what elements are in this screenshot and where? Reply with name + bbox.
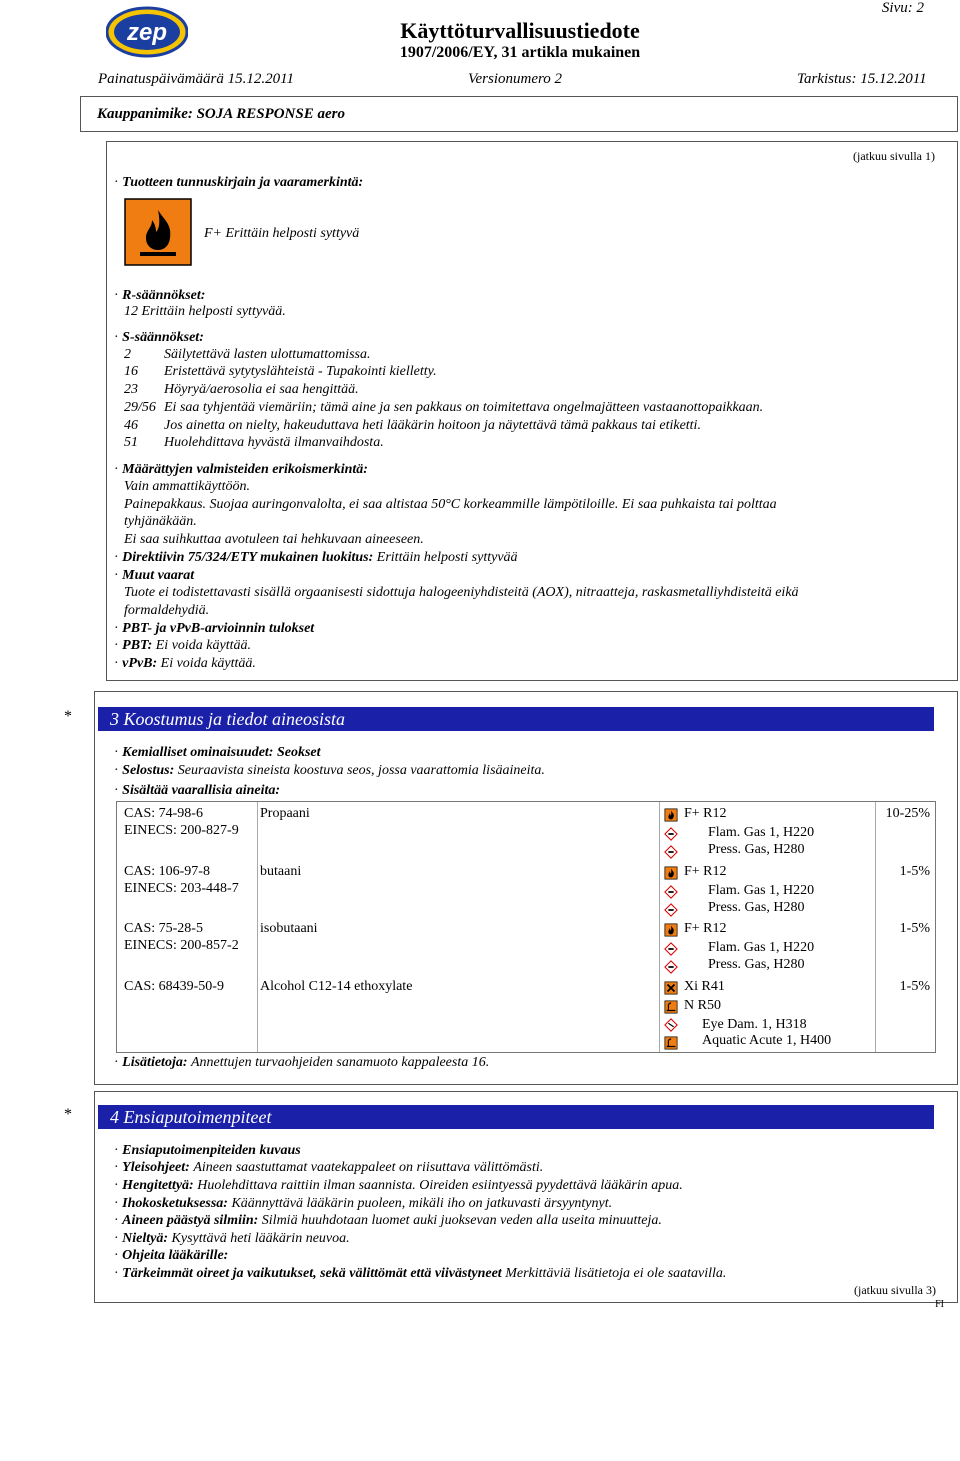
gas-cylinder-icon: [664, 845, 678, 859]
cas-number: CAS: 74-98-6: [124, 806, 203, 821]
gas-cylinder-icon: [664, 903, 678, 917]
classification-clp: Aquatic Acute 1, H400: [702, 1033, 832, 1048]
label-heading: · Tuotteen tunnuskirjain ja vaaramerkintä:: [114, 175, 363, 191]
first-aid-item: · Yleisohjeet: Aineen saastuttamat vaatekappaleet on riisuttava välittömästi.: [114, 1160, 543, 1176]
einecs-number: EINECS: 200-827-9: [124, 823, 239, 838]
section4-title: 4 Ensiaputoimenpiteet: [98, 1105, 934, 1129]
corrosion-icon: [664, 1018, 678, 1032]
page-number: Sivu: 2: [881, 0, 924, 16]
concentration: 1-5%: [899, 979, 930, 994]
flame-icon: [124, 198, 192, 266]
other-hazards-heading: · Muut vaarat: [114, 568, 194, 584]
harmful-cross-icon: [664, 981, 678, 995]
substance-name: Alcohol C12-14 ethoxylate: [260, 979, 413, 994]
s-phrase: 51 Huolehdittava hyvästä ilmanvaihdosta.: [124, 435, 384, 450]
first-aid-item: · Hengitettyä: Huolehdittava raittiin ilman saannista. Oireiden esiintyessä pyydettävä lääkärin apua.: [114, 1178, 683, 1194]
revision-date: Tarkistus: 15.12.2011: [797, 71, 927, 87]
trade-name-box: [80, 96, 958, 132]
pbt-heading: · PBT- ja vPvB-arvioinnin tulokset: [114, 621, 314, 637]
special-labelling-heading: · Määrättyjen valmisteiden erikoismerkintä:: [114, 462, 368, 478]
classification-dsd: F+ R12: [684, 864, 727, 879]
gas-cylinder-icon: [664, 942, 678, 956]
r-phrase: 12 Erittäin helposti syttyvää.: [124, 304, 286, 319]
special-line: Vain ammattikäyttöön.: [124, 479, 250, 494]
classification-clp: Press. Gas, H280: [708, 900, 805, 915]
classification-clp: Flam. Gas 1, H220: [708, 825, 815, 840]
classification-dsd: F+ R12: [684, 921, 727, 936]
flame-icon: [664, 808, 678, 822]
pbt-result: · PBT: Ei voida käyttää.: [114, 638, 251, 654]
other-hazards-line: formaldehydiä.: [124, 603, 210, 618]
concentration: 10-25%: [885, 806, 930, 821]
classification-dsd: F+ R12: [684, 806, 727, 821]
substance-name: butaani: [260, 864, 302, 879]
language-code: FI: [935, 1299, 944, 1310]
chemical-characterization: · Kemialliset ominaisuudet: Seokset: [114, 745, 321, 761]
flame-icon: [664, 923, 678, 937]
substance-name: isobutaani: [260, 921, 318, 936]
first-aid-description-heading: · Ensiaputoimenpiteiden kuvaus: [114, 1143, 301, 1159]
classification-clp: Press. Gas, H280: [708, 842, 805, 857]
first-aid-item: · Ohjeita lääkärille:: [114, 1248, 228, 1264]
classification-clp: Press. Gas, H280: [708, 957, 805, 972]
print-date: Painatuspäivämäärä 15.12.2011: [98, 71, 294, 87]
description: · Selostus: Seuraavista sineista koostuva seos, jossa vaarattomia lisäaineita.: [114, 763, 545, 779]
concentration: 1-5%: [899, 864, 930, 879]
svg-text:zep: zep: [126, 19, 168, 46]
first-aid-item: · Aineen päästyä silmiin: Silmiä huuhdotaan luomet auki juoksevan veden alla useita minuutteja.: [114, 1213, 662, 1229]
s-phrase: 29/56 Ei saa tyhjentää viemäriin; tämä aine ja sen pakkaus on toimitettava ongelmajätteen vastaanottopaikkaan.: [124, 400, 764, 415]
hazard-symbol-text: F+ Erittäin helposti syttyvä: [204, 226, 360, 241]
gas-cylinder-icon: [664, 885, 678, 899]
substance-name: Propaani: [260, 806, 310, 821]
einecs-number: EINECS: 203-448-7: [124, 881, 239, 896]
revision-marker: *: [64, 1106, 72, 1123]
trade-name: Kauppanimike: SOJA RESPONSE aero: [97, 106, 345, 122]
cas-number: CAS: 106-97-8: [124, 864, 210, 879]
classification-dsd: N R50: [684, 998, 721, 1013]
first-aid-item: · Ihokosketuksessa: Käännyttävä lääkärin puoleen, mikäli iho on jatkuvasti ärsyyntynyt.: [114, 1196, 612, 1212]
special-line: Ei saa suihkuttaa avotuleen tai hehkuvaan aineeseen.: [124, 532, 424, 547]
version-number: Versionumero 2: [468, 71, 563, 87]
section3-title: 3 Koostumus ja tiedot aineosista: [98, 707, 934, 731]
revision-marker: *: [64, 708, 72, 725]
first-aid-item: · Nieltyä: Kysyttävä heti lääkärin neuvoa.: [114, 1231, 350, 1247]
continued-to: (jatkuu sivulla 3): [854, 1283, 936, 1297]
first-aid-item: · Tärkeimmät oireet ja vaikutukset, sekä välittömät että viivästyneet Merkittäviä lisätietoja ei ole saatavilla.: [114, 1266, 726, 1282]
hazardous-components-heading: · Sisältää vaarallisia aineita:: [114, 783, 280, 799]
s-phrase: 23 Höyryä/aerosolia ei saa hengittää.: [124, 382, 359, 397]
s-phrase: 46 Jos ainetta on nielty, hakeuduttava heti lääkärin hoitoon ja näytettävä tämä pakkaus tai etiketti.: [124, 418, 701, 433]
document-subtitle: 1907/2006/EY, 31 artikla mukainen: [399, 44, 641, 61]
special-line: tyhjänäkään.: [124, 514, 197, 529]
concentration: 1-5%: [899, 921, 930, 936]
special-line: Painepakkaus. Suojaa auringonvalolta, ei saa altistaa 50°C korkeammille lämpötiloille. Ei saa puhkaista tai polttaa: [124, 497, 777, 512]
s-phrase: 2 Säilytettävä lasten ulottumattomissa.: [124, 347, 371, 362]
other-hazards-line: Tuote ei todistettavasti sisällä orgaanisesti sidottuja halogeeniyhdisteitä (AOX), nitraatteja, raskasmetalliyhdisteitä eikä: [124, 585, 799, 600]
cas-number: CAS: 75-28-5: [124, 921, 203, 936]
zep-logo: [106, 6, 188, 58]
vpvb-result: · vPvB: Ei voida käyttää.: [114, 656, 256, 672]
directive-classification: · Direktiivin 75/324/ETY mukainen luokitus: Erittäin helposti syttyvää: [114, 550, 518, 566]
flame-icon: [664, 866, 678, 880]
cas-number: CAS: 68439-50-9: [124, 979, 224, 994]
classification-clp: Flam. Gas 1, H220: [708, 883, 815, 898]
document-title: Käyttöturvallisuustiedote: [400, 18, 640, 43]
additional-info: · Lisätietoja: Annettujen turvaohjeiden sanamuoto kappaleesta 16.: [114, 1055, 489, 1071]
classification-clp: Eye Dam. 1, H318: [702, 1017, 807, 1032]
einecs-number: EINECS: 200-857-2: [124, 938, 239, 953]
r-phrases-heading: · R-säännökset:: [114, 288, 205, 304]
environment-icon: [664, 1000, 678, 1014]
s-phrases-heading: · S-säännökset:: [114, 330, 204, 346]
gas-cylinder-icon: [664, 827, 678, 841]
environment-icon: [664, 1036, 678, 1050]
continued-from: (jatkuu sivulla 1): [853, 149, 935, 163]
s-phrase: 16 Eristettävä sytytyslähteistä - Tupakointi kielletty.: [124, 364, 437, 379]
gas-cylinder-icon: [664, 960, 678, 974]
classification-clp: Flam. Gas 1, H220: [708, 940, 815, 955]
classification-dsd: Xi R41: [684, 979, 725, 994]
